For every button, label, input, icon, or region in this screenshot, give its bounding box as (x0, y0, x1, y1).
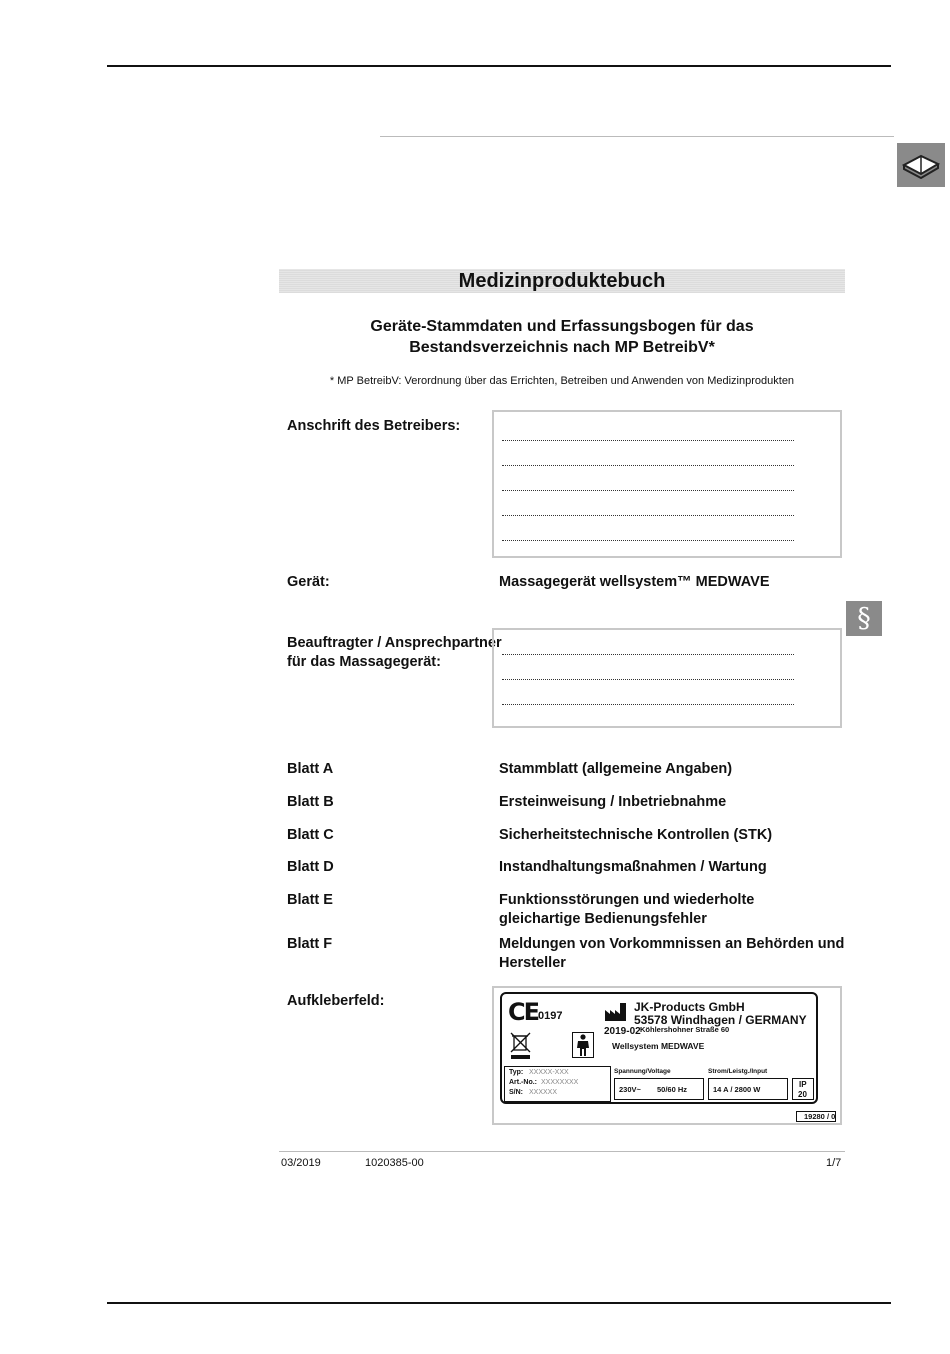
sheet-description-line: Meldungen von Vorkommnissen an Behörden und (499, 936, 845, 952)
voltage-header: Spannung/Voltage (614, 1068, 671, 1075)
sheet-description: Instandhaltungsmaßnahmen / Wartung (499, 859, 767, 875)
sheet-description (499, 935, 844, 973)
type-value: XXXXX-XXX (529, 1069, 569, 1076)
manufacturer-street: Köhlershohner Straße 60 (640, 1025, 730, 1034)
product-name: Wellsystem MEDWAVE (612, 1041, 705, 1051)
current-value: 14 A / 2800 W (713, 1085, 761, 1094)
entry-line (502, 704, 794, 705)
sheet-description-line: Funktionsstörungen und wiederholte (499, 892, 755, 908)
subtitle-line: Geräte-Stammdaten und Erfassungsbogen für das (370, 318, 754, 335)
current-cell (708, 1078, 788, 1100)
footer-rule (279, 1151, 845, 1152)
sheet-label: Blatt E (287, 892, 333, 908)
ip-rating-cell (792, 1078, 814, 1100)
ip-label: IP (799, 1080, 807, 1089)
weee-bin-icon (510, 1032, 532, 1060)
entry-line (502, 490, 794, 491)
footer-doc-number: 1020385-00 (365, 1157, 424, 1169)
device-label: Gerät: (287, 574, 330, 590)
manufacturer-name: JK-Products GmbH (634, 1000, 745, 1014)
applied-part-symbol (572, 1032, 594, 1058)
type-plate (500, 992, 818, 1104)
serial-value: XXXXXX (529, 1089, 558, 1096)
ip-value: 20 (798, 1090, 807, 1099)
frequency-value: 50/60 Hz (657, 1085, 688, 1094)
section-icon: § (846, 601, 882, 636)
body-type-b-icon (573, 1033, 593, 1057)
sticker-field-label: Aufkleberfeld: (287, 993, 385, 1009)
voltage-cell (614, 1078, 704, 1100)
sheet-label: Blatt C (287, 827, 334, 843)
open-book-icon (897, 143, 945, 187)
header-thin-rule (380, 136, 894, 137)
footer-page-number: 1/7 (826, 1157, 842, 1169)
sheet-description (499, 891, 754, 929)
footer-date: 03/2019 (281, 1157, 321, 1169)
sheet-description: Stammblatt (allgemeine Angaben) (499, 761, 733, 777)
contact-person-field[interactable] (492, 628, 842, 728)
device-value: Massagegerät wellsystem™ MEDWAVE (499, 574, 770, 590)
entry-line (502, 540, 794, 541)
sheet-label: Blatt D (287, 859, 334, 875)
operator-address-field[interactable] (492, 410, 842, 558)
manufacture-date: 2019-02 (604, 1026, 641, 1037)
entry-line (502, 465, 794, 466)
type-label: Typ: (509, 1069, 524, 1076)
sheet-label: Blatt B (287, 794, 334, 810)
contact-label (287, 634, 502, 672)
operator-address-label: Anschrift des Betreibers: (287, 418, 461, 434)
sticker-code-cell (796, 1111, 836, 1122)
serial-label: S/N: (509, 1089, 523, 1096)
manufacturer-icon (604, 1002, 628, 1022)
article-value: XXXXXXXX (541, 1079, 579, 1086)
sheet-description: Ersteinweisung / Inbetriebnahme (499, 794, 727, 810)
footnote: * MP BetreibV: Verordnung über das Errichten, Betreiben und Anwenden von Medizinprodukten (329, 375, 795, 387)
entry-line (502, 515, 794, 516)
sheet-label: Blatt A (287, 761, 334, 777)
article-label: Art.-No.: (509, 1079, 537, 1086)
subtitle (279, 316, 845, 358)
footer-rule-bottom (107, 1302, 891, 1304)
identification-cell (504, 1066, 611, 1102)
entry-line (502, 654, 794, 655)
contact-label-line: für das Massagegerät: (287, 654, 441, 670)
header-rule (107, 65, 891, 67)
sheet-label: Blatt F (287, 936, 333, 952)
sticker-field (492, 986, 842, 1125)
sheet-description-line: gleichartige Bedienungsfehler (499, 911, 707, 927)
contact-label-line: Beauftragter / Ansprechpartner (287, 635, 502, 651)
sheet-description: Sicherheitstechnische Kontrollen (STK) (499, 827, 773, 843)
voltage-value: 230V~ (619, 1085, 641, 1094)
entry-line (502, 679, 794, 680)
current-header: Strom/Leistg./Input (708, 1068, 768, 1075)
manufacturer-city: 53578 Windhagen / GERMANY (634, 1013, 807, 1027)
entry-line (502, 440, 794, 441)
ce-number: 0197 (538, 1010, 563, 1022)
sheet-description-line: Hersteller (499, 955, 566, 971)
subtitle-line: Bestandsverzeichnis nach MP BetreibV* (409, 339, 715, 356)
page-title: Medizinproduktebuch (279, 269, 845, 293)
ce-mark: CE (508, 998, 539, 1026)
sticker-code: 19280 / 0 (804, 1112, 836, 1121)
